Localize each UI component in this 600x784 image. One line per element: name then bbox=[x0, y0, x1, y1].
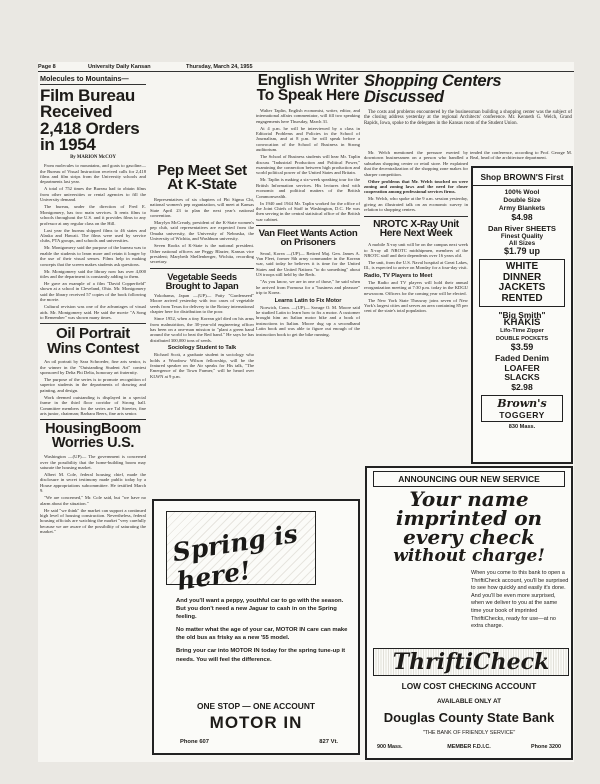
divider bbox=[150, 268, 254, 269]
thriftcheck-logo: ThriftiCheck bbox=[392, 649, 550, 675]
motorin-ad bbox=[152, 499, 360, 755]
motorin-phone: Phone 607 bbox=[180, 739, 209, 745]
browns-white-box bbox=[479, 259, 565, 307]
browns-blankets bbox=[473, 189, 571, 221]
learns-paragraph: Norwich, Conn. —(UP)— Savage O. M. Moore said he studied Latin to learn how to fix a motor. A customer brought him an Italian motor bike and a book of instructions in Italian. Moore dug up a secondhand Latin book and was able to figure out enough of the instruction book to get the bike running. bbox=[256, 304, 360, 337]
pep-paragraph: Seven Rooks of K-State is the national president. Other national officers are Peggy Blazier, Kansas vice president; Marybeth Shellenberger, Wichita, recording secretary. bbox=[150, 243, 254, 265]
motorin-paragraph: Bring your car into MOTOR IN today for the spring tune-up it needs. You will feel the difference. bbox=[176, 648, 346, 663]
vanfleet-headline: Van Fleet Wants Action on Prisoners bbox=[258, 228, 358, 249]
shopping-right-tail bbox=[470, 150, 572, 164]
nrotc-paragraph: A mobile X-ray unit will be on the campus next week to X-ray all NROTC midshipmen, members of the NROTC staff and their dependents over 16 years old. bbox=[364, 242, 468, 259]
film-paragraph: Cultural revision was one of the advantages of visual aids. Mr. Montgomery said. He said the movie "A Song to Remember" was shown many times. bbox=[40, 304, 146, 320]
film-headline: Film Bureau Received 2,418 Orders in 1954 bbox=[40, 86, 140, 154]
shopping-lead bbox=[364, 110, 572, 127]
browns-price: $4.98 bbox=[511, 212, 533, 222]
oil-paragraph: The purpose of the series is to promote recognition of superior students in the departments of drawing and painting, and design. bbox=[40, 376, 146, 393]
english-paragraph: Mr. Taplin is making a six-week speaking tour for the British Information services. His lectures deal with economic and political matters of the British Commonwealth. bbox=[256, 177, 360, 199]
motorin-headline: Spring is here! bbox=[170, 518, 300, 596]
pep-headline: Pep Meet Set At K-State bbox=[157, 162, 247, 194]
browns-price: $3.59 bbox=[510, 342, 534, 353]
veg-body bbox=[150, 293, 254, 343]
film-paragraph: Mr. Montgomery said the purpose of the bureau was to enable the students to learn more and retain it longer by the use of their visual senses. Films help in making concepts that the screen makes students ask questions. bbox=[40, 245, 146, 267]
motorin-copy bbox=[176, 597, 352, 664]
vanfleet-paragraph: Seoul, Korea —(UP)— Retired Maj. Gen. James A. Van Fleet, former 8th army commander in the Korean war, said today he believes it is time for the United States and the United Nations "to do something" about US troops still held by the Reds. bbox=[256, 250, 360, 278]
browns-line: SLACKS bbox=[504, 372, 540, 383]
bank-banner: ANNOUNCING OUR NEW SERVICE bbox=[373, 471, 565, 487]
film-body bbox=[40, 163, 146, 320]
bank-script-line: every check bbox=[403, 525, 535, 549]
motorin-name: MOTOR IN bbox=[209, 713, 303, 732]
vanfleet-body bbox=[256, 251, 360, 296]
radio-paragraph: The Radio and TV players will hold their annual reorganization meeting at 7:30 p.m. today in the KDGU newsroom. Officers for the coming year will be elected. bbox=[364, 279, 468, 296]
film-paragraph: The bureau, under the direction of Fred E. Montgomery, has two main services. It rents films to schools throughout the U.S. and it provides films to any professor at any regular class on the Hill. bbox=[40, 204, 146, 226]
shopping-article bbox=[364, 74, 572, 149]
column-2 bbox=[150, 162, 254, 497]
shopping-paragraph: Mr. Welch mentioned the pressure exerted by downtown businessmen on a person who handled a suburban shopping center or retail store. He explained that the decentralization of the shopping zone makes for sharper competition. bbox=[364, 150, 468, 177]
browns-line: 100% Wool bbox=[504, 189, 540, 196]
film-byline: By MARION McCOY bbox=[70, 155, 116, 161]
housing-headline: HousingBoom Worries U.S. bbox=[45, 421, 141, 452]
housing-paragraph: He said "we think" the market can support a continued high level of housing construction. Nevertheless, federal housing officials are watching the market "very carefully because we are aware of the possibility of saturating the market." bbox=[40, 507, 146, 535]
nrotc-headline: NROTC X-Ray Unit Here Next Week bbox=[373, 218, 459, 240]
bank-low-cost: LOW COST CHECKING ACCOUNT bbox=[401, 681, 537, 691]
housing-paragraph: Washington —(UP)— The government is concerned over the possibility that the home-building boom may saturate the housing market. bbox=[40, 454, 146, 471]
browns-logo: Brown's bbox=[497, 397, 547, 410]
shopping-body bbox=[364, 150, 468, 213]
housing-body bbox=[40, 454, 146, 534]
column-3 bbox=[256, 74, 360, 499]
film-paragraph: Last year the bureau shipped films to 46 states and Alaska and Hawaii. The films were used by service clubs, PTA groups, and schools and universities. bbox=[40, 227, 146, 244]
browns-price: $1.79 up bbox=[503, 245, 541, 256]
browns-price: $2.98 bbox=[511, 381, 533, 392]
bank-script-line: without charge! bbox=[393, 546, 545, 566]
column-1 bbox=[40, 74, 146, 760]
veg-headline: Vegetable Seeds Brought to Japan bbox=[165, 270, 239, 291]
bank-address: 900 Mass. bbox=[377, 744, 403, 750]
divider bbox=[40, 419, 146, 420]
housing-paragraph: "We are concerned," Mr. Cole said, but "we have no alarm about the situation." bbox=[40, 495, 146, 506]
browns-line: Faded Denim bbox=[495, 353, 549, 364]
veg-paragraph: Since 1952, when a tiny Korean girl died on his arms from malnutrition, the 30-year-old engineering officer has been on a one-man mission to "plant a green band around the world to beat the Red band." He says he has distributed 300,000 tons of seeds. bbox=[150, 316, 254, 343]
film-paragraph: A total of 752 times the Bureau had to obtain films from other universities or rental agencies to fill the University demand. bbox=[40, 186, 146, 203]
radio-body bbox=[364, 280, 468, 314]
film-kicker: Molecules to Mountains— bbox=[40, 74, 146, 85]
divider bbox=[40, 323, 146, 324]
bank-ad bbox=[365, 466, 573, 760]
film-paragraph: From molecules to mountains, and goats to gasoline—the Bureau of Visual Instruction received calls for 2,418 films and film strips from the University schools and departments last year. bbox=[40, 163, 146, 185]
browns-khakis bbox=[473, 311, 571, 351]
sociology-title: Sociology Student to Talk bbox=[167, 345, 237, 352]
sociology-body bbox=[150, 352, 254, 379]
english-body bbox=[256, 108, 360, 223]
browns-line: LOAFER bbox=[504, 362, 540, 373]
oil-paragraph: An oil portrait by Sara Schroeder, fine arts senior, is the winner in the "Outstanding Student Art" contest sponsored by Delta Phi Delta, honorary art fraternity. bbox=[40, 359, 146, 375]
browns-line: DOUBLE POCKETS bbox=[495, 336, 549, 343]
bank-available: AVAILABLE ONLY AT bbox=[436, 698, 502, 705]
browns-line: RENTED bbox=[501, 292, 543, 304]
bank-script-line: imprinted on bbox=[395, 506, 543, 530]
pep-paragraph: Representatives of six chapters of Phi Sigma Chi, national women's pep organization, will meet at Kansas State April 23 to plan the next year's national convention. bbox=[150, 196, 254, 218]
film-paragraph: He gave an example of a film "David Copperfield" shown at a school in Cleveland, Ohio. Mr. Montgomery said the library received 57 copies of the book following the movie. bbox=[40, 280, 146, 303]
browns-toggery: TOGGERY bbox=[499, 410, 545, 420]
oil-paragraph: Work deemed outstanding is displayed in a special frame in the third floor corridor of Strong hall. Committee members for the series are Tal Streeter, fine arts junior, chairman; Barbara Beers, fine arts senior. bbox=[40, 394, 146, 416]
shopping-paragraph: The costs and problems encountered by the businessman building a shopping center was the subject of the closing address yesterday at the regional Architects' conference. Mr. Kenneth G. Welch, Grand Rapids, Iowa, spoke to the delegates in the Kansas room of the Student Union. bbox=[364, 109, 572, 126]
motorin-paragraph: And you'll want a peppy, youthful car to go with the season. But you don't need a new Jaguar to cash in on the Spring feeling. bbox=[176, 598, 344, 621]
shopping-continued bbox=[364, 150, 468, 400]
browns-top: Shop BROWN'S First bbox=[473, 168, 571, 186]
motorin-address: 827 Vt. bbox=[319, 739, 338, 745]
newspaper-page bbox=[38, 62, 574, 762]
paper-name: University Daily Kansan bbox=[88, 64, 151, 70]
oil-headline: Oil Portrait Wins Contest bbox=[46, 325, 140, 357]
vanfleet-paragraph: "As you know, we are in one of those," he said when he arrived from Formosa for a "business and pleasure" trip to Korea. bbox=[256, 279, 360, 296]
browns-line: DINNER bbox=[502, 271, 542, 283]
veg-paragraph: Yokohama, Japan —(UP)— Patty "Gardenseed" Moore arrived yesterday with two cases of vegetable seeds from Texas for delivery to the Rotary international chapter here for distribution to the poor. bbox=[150, 292, 254, 315]
english-paragraph: Walter Taplin, English economist, writer, editor, and international affairs commentator, will fill two speaking engagements here Thursday, March 31. bbox=[256, 107, 360, 124]
browns-line: JACKETS bbox=[498, 282, 546, 294]
browns-line: "Big Smith" bbox=[498, 310, 546, 321]
bank-name: Douglas County State Bank bbox=[383, 710, 555, 725]
shopping-headline: Shopping Centers Discussed bbox=[364, 74, 502, 106]
browns-line: KHAKIS bbox=[503, 317, 541, 329]
oil-body bbox=[40, 359, 146, 416]
shopping-tail: tended the conference, according to Prof. George M. Beal, head of the architecture department. bbox=[470, 150, 572, 161]
learns-title: Learns Latin to Fix Motor bbox=[274, 297, 342, 304]
motorin-onestop: ONE STOP — ONE ACCOUNT bbox=[196, 701, 316, 711]
radio-paragraph: The New York State Thruway joins seven of New York's largest cities and serves an area containing 85 per cent of the state's total population. bbox=[364, 297, 468, 314]
english-headline: English Writer To Speak Here bbox=[256, 74, 360, 104]
bank-motto: "THE BANK OF FRIENDLY SERVICE" bbox=[422, 730, 516, 736]
browns-line: WHITE bbox=[505, 261, 539, 272]
housing-paragraph: Albert M. Cole, federal housing chief, made the disclosure in secret testimony made public today by a House appropriations subcommittee. He testified March 9. bbox=[40, 472, 146, 494]
sociology-paragraph: Richard Scott, a graduate student in sociology who holds a Woodrow Wilson fellowship, will be the featured speaker on the Air speaks for His talk, "The Emergence of the Town Farmer," will be heard over KLWN at 9 p.m. bbox=[150, 352, 254, 379]
bank-fdic: MEMBER F.D.I.C. bbox=[447, 744, 491, 750]
page-number: Page 8 bbox=[38, 64, 56, 70]
browns-ad bbox=[471, 166, 573, 464]
masthead bbox=[38, 62, 574, 72]
radio-title: Radio, TV Players to Meet bbox=[364, 272, 433, 279]
browns-line: All Sizes bbox=[508, 240, 536, 247]
browns-line: Army Blankets bbox=[498, 205, 546, 212]
browns-sheets bbox=[473, 225, 571, 255]
browns-line: Lifo-Time Zipper bbox=[500, 328, 544, 335]
browns-line: Double Size bbox=[503, 197, 541, 204]
english-paragraph: In 1940 and 1944 Mr. Taplin worked for the office of the Joint Chiefs of Staff in Washington, D.C. He was then serving in the central statistical office of the British war cabinet. bbox=[256, 200, 360, 222]
english-paragraph: At 4 p.m. he will be interviewed by a class in Editorial Problems and Policies in the School of Journalism, and at 8 p.m. he will speak before a convocation of the School of Business in Strong auditorium. bbox=[256, 125, 360, 153]
browns-line: Dan River SHEETS bbox=[488, 224, 556, 233]
learns-body bbox=[256, 305, 360, 337]
divider bbox=[364, 216, 468, 217]
bank-script-line: Your name bbox=[409, 487, 529, 511]
browns-line: Finest Quality bbox=[500, 232, 544, 240]
shopping-paragraph: Mr. Welch, who spoke at the 9 a.m. session yesterday, giving an illustrated talk on an economic survey in relation to shopping centers. bbox=[364, 196, 468, 213]
pep-paragraph: Marylyn McCready, president of the K-State women's pep club, said representatives are expected from the Omaha university, the University of Nebraska, the University of Wichita, and Washburn university. bbox=[150, 220, 254, 242]
divider bbox=[256, 225, 360, 226]
pep-body bbox=[150, 197, 254, 265]
english-paragraph: The School of Business students will hear Mr. Taplin discuss "Industrial Production and Political Power," examining the connection between high production and world political power of the United States and Britain. bbox=[256, 154, 360, 176]
browns-slacks bbox=[473, 354, 571, 392]
motorin-paragraph: No matter what the age of your car, MOTOR IN care can make the old bus as frisky as a new '55 model. bbox=[176, 627, 348, 642]
issue-date: Thursday, March 24, 1955 bbox=[186, 64, 253, 70]
bank-script bbox=[371, 487, 567, 566]
shopping-paragraph: Other problems that Mr. Welch touched on were zoning and zoning laws and the need for closer cooperation among professional services firms. bbox=[364, 178, 468, 195]
bank-side-copy: When you come to this bank to open a ThriftiCheck account, you'll be surprised to see how quickly and easily it's done. And you'll be even more surprised, when we deliver to you at the same time your book of imprinted ThriftiChecks, ready for use—at no extra charge. bbox=[471, 570, 569, 630]
nrotc-body bbox=[364, 242, 468, 271]
nrotc-paragraph: The unit, from the U.S. Naval hospital at Great Lakes, Ill., is expected to arrive on Monday for a four-day visit. bbox=[364, 260, 468, 271]
browns-logo-box bbox=[481, 395, 563, 422]
browns-address: 830 Mass. bbox=[508, 424, 536, 430]
film-paragraph: Mr. Montgomery said the library now has over 4,000 titles and the department is constantly adding to them. bbox=[40, 268, 146, 279]
bank-phone: Phone 3200 bbox=[531, 744, 561, 750]
